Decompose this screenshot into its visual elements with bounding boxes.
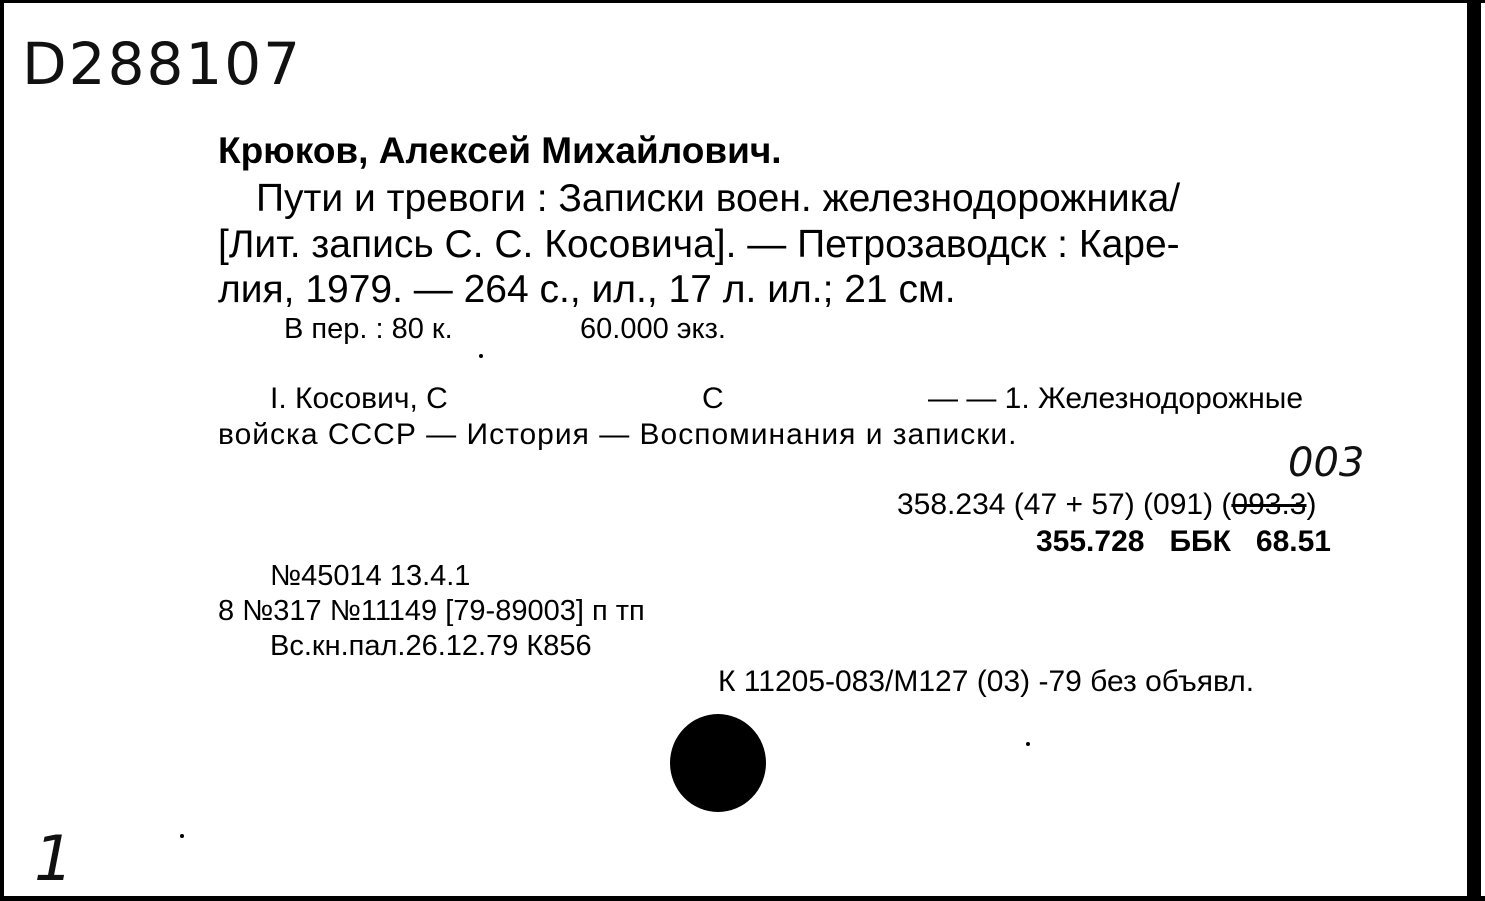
handwritten-number: 1 (34, 822, 74, 895)
handwritten-code: 003 (1288, 440, 1365, 486)
udc-second: 355.728 (1036, 525, 1145, 558)
tracing-subject-end: войска СССР — История — Воспоминания и записки. (218, 418, 1018, 451)
tracing-added-entry: I. Косович, С (270, 382, 448, 415)
title-line-3: лия, 1979. — 264 с., ил., 17 л. ил.; 21 см. (218, 268, 956, 311)
tracing-subject-start: — — 1. Железнодорожные (928, 382, 1304, 415)
bbk-value: 68.51 (1255, 525, 1331, 558)
speck (180, 834, 184, 838)
card-border-top (0, 0, 1485, 3)
punch-hole (670, 714, 766, 812)
card-border-bottom (0, 896, 1485, 901)
bbk-label: ББК (1169, 525, 1231, 558)
author-heading: Крюков, Алексей Михайлович. (218, 130, 782, 171)
title-line-1: Пути и тревоги : Записки воен. железнодорожника/ (256, 177, 1181, 220)
title-line-2: [Лит. запись С. С. Косовича]. — Петрозаводск : Каре- (218, 223, 1180, 266)
speck (479, 354, 483, 358)
udc-index: 358.234 (47 + 57) (091) (093.3) (897, 488, 1317, 521)
price-code: К 11205-083/М127 (03) -79 без объявл. (718, 665, 1255, 698)
udc-bbk-line (1036, 525, 1331, 559)
service-line-2: 8 №317 №11149 [79-89003] п тп (218, 595, 645, 627)
card-border-right (1467, 0, 1481, 901)
service-line-3: Вс.кн.пал.26.12.79 К856 (270, 630, 592, 662)
binding-price: В пер. : 80 к. (284, 313, 453, 345)
call-number: D288107 (22, 30, 303, 98)
speck (1026, 742, 1030, 746)
print-run: 60.000 экз. (580, 313, 726, 345)
service-line-1: №45014 13.4.1 (270, 560, 471, 592)
card-border-left (0, 0, 4, 901)
udc-old-crossed: 093.3 (1231, 488, 1307, 521)
tracing-added-entry-b: С (702, 382, 724, 415)
udc-main: 358.234 (47 + 57) (091) (897, 488, 1214, 521)
